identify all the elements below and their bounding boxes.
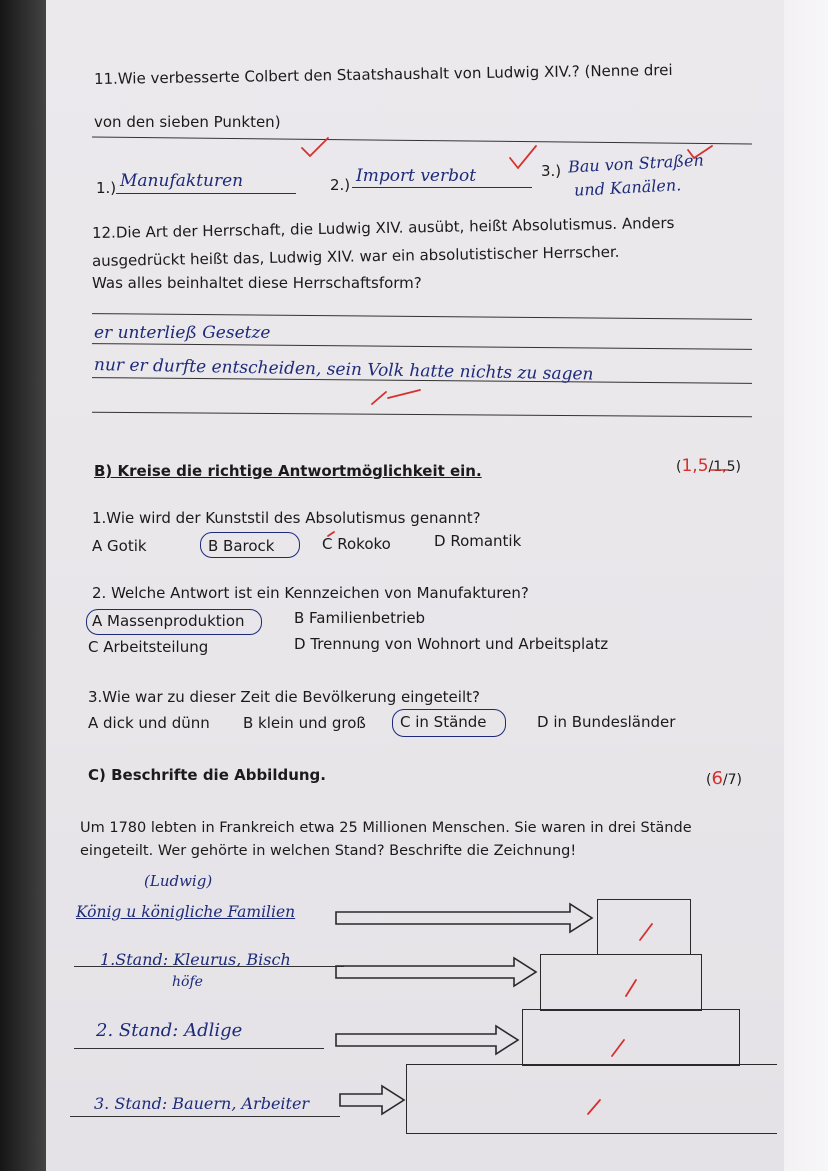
section-c-title: C) Beschrifte die Abbildung.	[88, 766, 326, 784]
q11-question-line1: 11.Wie verbesserte Colbert den Staatshaushalt von Ludwig XIV.? (Nenne drei	[93, 60, 673, 88]
section-c-intro-line2: eingeteilt. Wer gehörte in welchen Stand? Beschrifte die Zeichnung!	[80, 843, 577, 859]
slash-first	[626, 980, 636, 996]
q11-answer-3-line1: Bau von Straßen	[567, 150, 705, 177]
section-c-intro-line1: Um 1780 lebten in Frankreich etwa 25 Millionen Menschen. Sie waren in drei Stände	[80, 820, 692, 836]
b-q1-question: 1.Wie wird der Kunststil des Absolutismus genannt?	[92, 509, 481, 527]
b-q2-option-c[interactable]: C Arbeitsteilung	[88, 638, 209, 656]
slash-king	[640, 924, 652, 940]
q12-question-line2: ausgedrückt heißt das, Ludwig XIV. war ein absolutistischer Herrscher.	[91, 242, 620, 270]
q11-question-line2: von den sieben Punkten)	[94, 113, 281, 131]
q12-question-line1: 12.Die Art der Herrschaft, die Ludwig XIV. ausübt, heißt Absolutismus. Anders	[91, 213, 675, 242]
arrow-first-estate	[336, 958, 536, 986]
slash-third	[588, 1100, 600, 1114]
label-third-estate: 3. Stand: Bauern, Arbeiter	[94, 1094, 310, 1113]
b-q2-question: 2. Welche Antwort ist ein Kennzeichen von Manufakturen?	[92, 584, 529, 602]
slash-q12-b	[372, 392, 386, 404]
arrow-king	[336, 904, 592, 932]
section-c-score-total: /7)	[722, 772, 743, 788]
q12-answer-line2: nur er durfte entscheiden, sein Volk hatte nichts zu sagen	[93, 355, 594, 385]
red-marks	[302, 138, 712, 1114]
check-q11-2	[510, 146, 536, 168]
section-b-score-open: (	[676, 459, 682, 475]
b-q1-option-d[interactable]: D Romantik	[434, 532, 522, 550]
slash-second	[612, 1040, 624, 1056]
b-q1-option-a[interactable]: A Gotik	[92, 537, 147, 555]
arrow-second-estate	[336, 1026, 518, 1054]
q11-label-3: 3.)	[541, 162, 562, 180]
pyramid-arrows	[336, 904, 592, 1114]
label-first-estate-line1: 1.Stand: Kleurus, Bisch	[100, 950, 291, 969]
label-king-note: (Ludwig)	[144, 872, 213, 890]
b-q2-option-b[interactable]: B Familienbetrieb	[294, 609, 426, 627]
q11-answer-2: Import verbot	[356, 166, 477, 186]
q12-question-line3: Was alles beinhaltet diese Herrschaftsform?	[92, 274, 422, 292]
b-q3-question: 3.Wie war zu dieser Zeit die Bevölkerung eingeteilt?	[88, 688, 480, 706]
section-b-title-text: B) Kreise die richtige Antwortmöglichkeit ein.	[94, 462, 482, 480]
b-q3-option-c[interactable]: C in Stände	[400, 713, 487, 731]
q11-answer-1: Manufakturen	[120, 171, 244, 191]
b-q2-option-a[interactable]: A Massenproduktion	[92, 612, 245, 630]
label-second-estate: 2. Stand: Adlige	[96, 1020, 243, 1041]
b-q1-option-c[interactable]: C Rokoko	[322, 535, 391, 553]
label-first-estate-line2: höfe	[172, 974, 203, 990]
b-q3-option-a[interactable]: A dick und dünn	[88, 714, 210, 732]
section-b-score-value: 1,5	[681, 456, 709, 476]
slash-q12	[388, 390, 420, 398]
arrow-third-estate	[340, 1086, 404, 1114]
section-c-score-value: 6	[711, 768, 723, 789]
check-q11-3	[688, 146, 712, 158]
mark-b-q1	[328, 532, 334, 536]
b-q3-option-d[interactable]: D in Bundesländer	[537, 713, 676, 731]
b-q2-option-d[interactable]: D Trennung von Wohnort und Arbeitsplatz	[294, 635, 609, 653]
section-c-score-open: (	[706, 772, 712, 788]
q11-answer-3-line2: und Kanälen.	[573, 175, 682, 200]
q12-answer-line1: er unterließ Gesetze	[94, 323, 271, 343]
b-q3-option-b[interactable]: B klein und groß	[243, 714, 366, 732]
b-q1-option-b[interactable]: B Barock	[208, 537, 275, 555]
section-b-score-total: /1,5)	[708, 459, 741, 475]
q11-label-2: 2.)	[330, 176, 351, 194]
q11-label-1: 1.)	[96, 179, 117, 197]
check-q11-1	[302, 138, 328, 156]
label-king: König u königliche Familien	[76, 903, 296, 921]
